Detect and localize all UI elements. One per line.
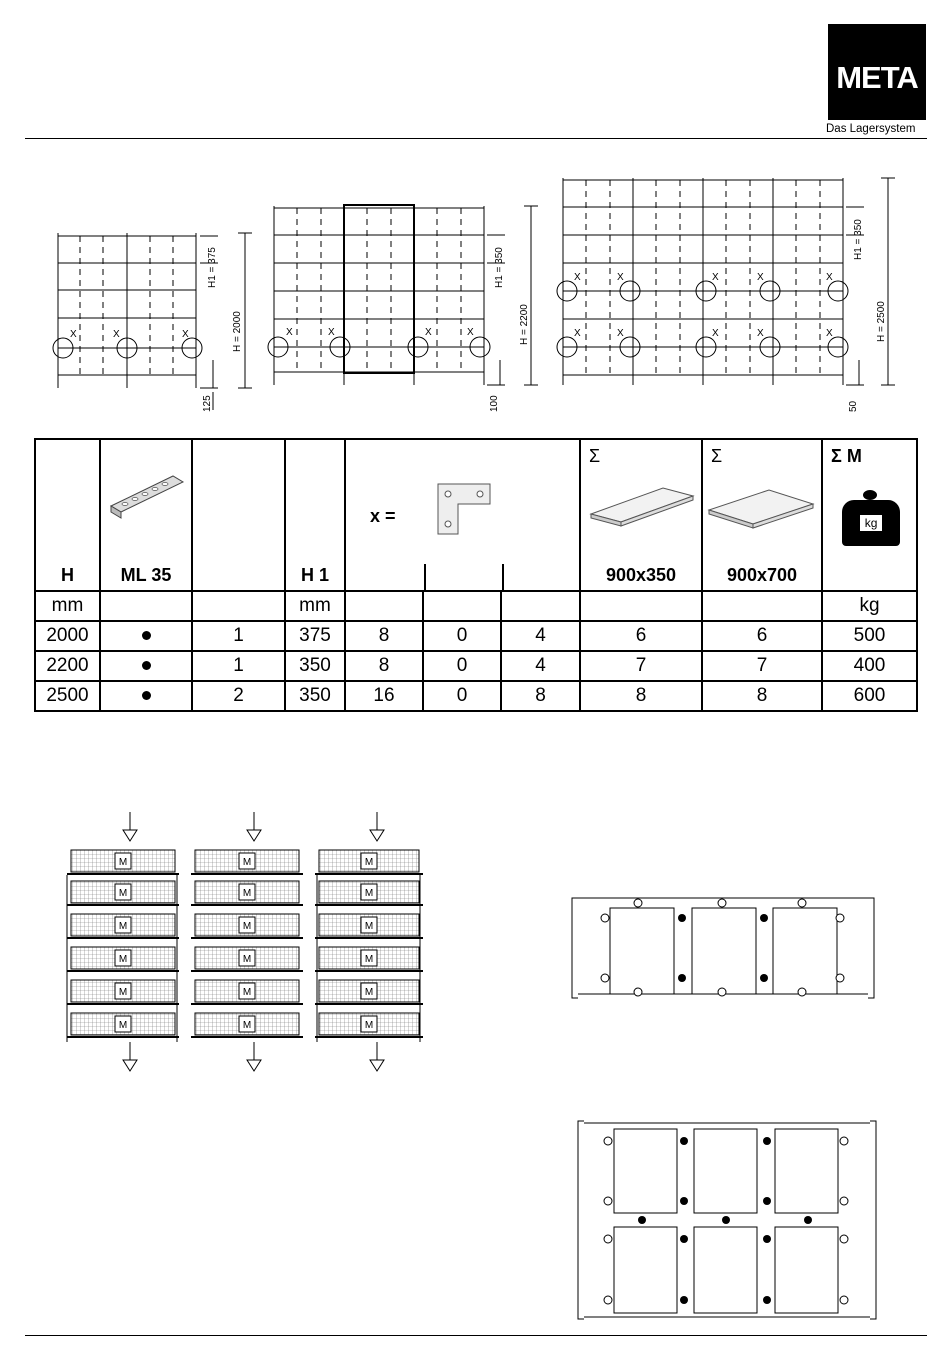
shelf-2200-drawing [268,205,538,385]
tray-m-mark: M [118,987,128,998]
x-mark: X [712,328,719,339]
x-mark: X [286,327,293,338]
layout-plan-single [570,888,880,1008]
unit-empty [345,591,423,621]
cell-x2: 0 [423,621,501,651]
h-label: H = 2500 [876,301,887,342]
header-ml35: ML 35 [100,439,192,591]
cell-x2: 0 [423,681,501,711]
cell-h1: 350 [285,681,345,711]
header-count [192,439,285,591]
cell-board2: 7 [702,651,822,681]
x-mark: X [182,329,189,340]
x-mark: X [757,328,764,339]
load-distribution-drawing [40,810,440,1080]
x-mark: X [826,272,833,283]
cell-ml35 [100,651,192,681]
base-label: 100 [489,395,500,412]
x-mark: X [826,328,833,339]
tray-m-mark: M [118,888,128,899]
cell-board1: 7 [580,651,702,681]
shelf-board-icon [589,484,695,534]
cell-x3: 8 [501,681,580,711]
tray-m-mark: M [242,921,252,932]
cell-x3: 4 [501,651,580,681]
cell-x1: 16 [345,681,423,711]
cell-h: 2000 [35,621,100,651]
cell-load: 500 [822,621,917,651]
layout-plan-double [574,1117,884,1327]
tray-m-mark: M [118,857,128,868]
table-row [35,681,917,711]
cell-count: 1 [192,621,285,651]
cell-h: 2500 [35,681,100,711]
unit-m: kg [822,591,917,621]
x-mark: X [617,328,624,339]
cell-board1: 6 [580,621,702,651]
x-mark: X [467,327,474,338]
x-mark: X [712,272,719,283]
cell-h1: 375 [285,621,345,651]
h1-label: H1 = 350 [853,219,864,260]
cell-ml35 [100,681,192,711]
table-row [35,651,917,681]
header-board-900x350: Σ 900x350 [580,439,702,591]
h1-label: H1 = 350 [494,247,505,288]
cell-ml35 [100,621,192,651]
base-label: 125 [202,395,213,412]
tray-m-mark: M [118,1020,128,1031]
logo-text: META [836,60,918,95]
x-mark: X [425,327,432,338]
x-mark: X [70,329,77,340]
tray-m-mark: M [242,857,252,868]
logo-tagline: Das Lagersystem [826,123,916,135]
bullet-icon [142,661,151,670]
cell-count: 2 [192,681,285,711]
tray-m-mark: M [364,857,374,868]
shelf-2500-drawing [557,178,895,385]
header-h: H [35,439,100,591]
corner-plate-icon [434,480,496,538]
shelf-board-icon [707,484,817,540]
header-rule [25,138,927,139]
h1-label: H1 = 375 [207,247,218,288]
tray-m-mark: M [118,921,128,932]
unit-empty [423,591,501,621]
meta-logo [828,24,926,120]
weight-icon: kg [842,490,900,548]
cell-x3: 4 [501,621,580,651]
cell-load: 400 [822,651,917,681]
cell-h1: 350 [285,651,345,681]
tray-m-mark: M [118,954,128,965]
tray-m-mark: M [364,1020,374,1031]
h-label: H = 2200 [519,304,530,345]
tray-m-mark: M [242,1020,252,1031]
x-mark: X [328,327,335,338]
footer-rule [25,1335,927,1336]
unit-empty [100,591,192,621]
unit-h1: mm [285,591,345,621]
unit-empty [702,591,822,621]
cell-board2: 8 [702,681,822,711]
tray-m-mark: M [364,987,374,998]
cell-h: 2200 [35,651,100,681]
cell-x1: 8 [345,621,423,651]
spec-table [34,438,918,712]
table-row [35,621,917,651]
cell-x1: 8 [345,651,423,681]
bullet-icon [142,691,151,700]
base-label: 50 [848,400,859,412]
bullet-icon [142,631,151,640]
tray-m-mark: M [364,921,374,932]
unit-h: mm [35,591,100,621]
cell-board1: 8 [580,681,702,711]
x-mark: X [617,272,624,283]
header-h1: H 1 [285,439,345,591]
x-mark: X [757,272,764,283]
x-equals-label: x = [370,506,396,526]
cell-load: 600 [822,681,917,711]
cell-count: 1 [192,651,285,681]
x-mark: X [574,328,581,339]
cell-board2: 6 [702,621,822,651]
header-board-900x700: Σ 900x700 [702,439,822,591]
cell-x2: 0 [423,651,501,681]
tray-m-mark: M [242,888,252,899]
unit-empty [580,591,702,621]
unit-empty [501,591,580,621]
h-label: H = 2000 [232,311,243,352]
shelf-2000-drawing [53,233,252,410]
x-mark: X [574,272,581,283]
tray-m-mark: M [242,987,252,998]
tray-m-mark: M [242,954,252,965]
tray-m-mark: M [364,954,374,965]
shelf-drawings [0,160,950,425]
x-mark: X [113,329,120,340]
unit-empty [192,591,285,621]
tray-m-mark: M [364,888,374,899]
profile-rail-icon [107,466,187,526]
header-load: Σ M kg [822,439,917,591]
header-x [345,439,580,591]
